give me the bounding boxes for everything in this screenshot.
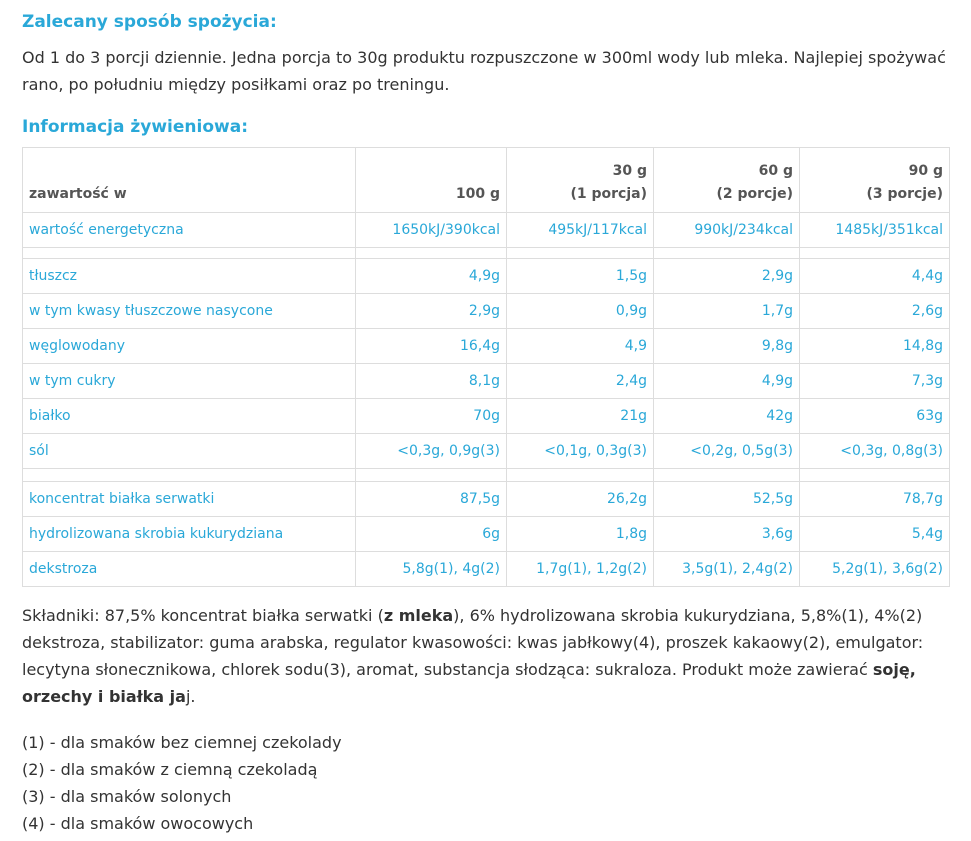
table-row — [23, 213, 950, 248]
cell-value: 7,3g — [800, 364, 950, 399]
cell-value: 21g — [507, 399, 654, 434]
cell-value: <0,3g, 0,9g(3) — [356, 434, 507, 469]
table-row — [23, 329, 950, 364]
row-label: w tym kwasy tłuszczowe nasycone — [23, 294, 356, 329]
cell-value: 5,2g(1), 3,6g(2) — [800, 552, 950, 587]
row-label: hydrolizowana skrobia kukurydziana — [23, 517, 356, 552]
row-label: węglowodany — [23, 329, 356, 364]
nutrition-heading: Informacja żywieniowa: — [22, 117, 248, 137]
cell-value: 3,5g(1), 2,4g(2) — [654, 552, 800, 587]
cell-value: 4,9g — [356, 259, 507, 294]
cell-value: 2,6g — [800, 294, 950, 329]
table-row — [23, 482, 950, 517]
cell-value: 2,9g — [654, 259, 800, 294]
cell-value: 63g — [800, 399, 950, 434]
cell-value: 42g — [654, 399, 800, 434]
table-row — [23, 517, 950, 552]
row-label: wartość energetyczna — [23, 213, 356, 248]
table-row — [23, 294, 950, 329]
cell-value: 70g — [356, 399, 507, 434]
cell-value: 2,9g — [356, 294, 507, 329]
cell-value: 0,9g — [507, 294, 654, 329]
cell-value: 4,9g — [654, 364, 800, 399]
cell-value: 9,8g — [654, 329, 800, 364]
cell-value: 5,8g(1), 4g(2) — [356, 552, 507, 587]
cell-value: 16,4g — [356, 329, 507, 364]
cell-value: 52,5g — [654, 482, 800, 517]
spacer-row — [23, 469, 950, 482]
row-label: sól — [23, 434, 356, 469]
cell-value: 4,4g — [800, 259, 950, 294]
nutrition-table — [22, 147, 950, 587]
cell-value: 26,2g — [507, 482, 654, 517]
allergen-milk: z mleka — [383, 606, 454, 625]
footnote-item: (1) - dla smaków bez ciemnej czekolady — [22, 733, 342, 752]
table-row — [23, 399, 950, 434]
footnotes-list — [22, 729, 342, 837]
cell-value: 1,8g — [507, 517, 654, 552]
row-label: tłuszcz — [23, 259, 356, 294]
table-row — [23, 434, 950, 469]
cell-value: 14,8g — [800, 329, 950, 364]
cell-value: 3,6g — [654, 517, 800, 552]
header-60g: 60 g (2 porcje) — [654, 148, 800, 213]
cell-value: 87,5g — [356, 482, 507, 517]
cell-value: 495kJ/117kcal — [507, 213, 654, 248]
cell-value: 1,5g — [507, 259, 654, 294]
cell-value: 4,9 — [507, 329, 654, 364]
cell-value: 1650kJ/390kcal — [356, 213, 507, 248]
header-label: zawartość w — [23, 148, 356, 213]
usage-heading: Zalecany sposób spożycia: — [22, 12, 277, 32]
cell-value: 2,4g — [507, 364, 654, 399]
table-row — [23, 259, 950, 294]
cell-value: <0,3g, 0,8g(3) — [800, 434, 950, 469]
footnote-item: (3) - dla smaków solonych — [22, 787, 232, 806]
row-label: białko — [23, 399, 356, 434]
usage-text: Od 1 do 3 porcji dziennie. Jedna porcja to 30g produktu rozpuszczone w 300ml wody lub mleka. Najlepiej spożywać rano, po południu między posiłkami oraz po treningu. — [22, 48, 946, 94]
footnote-item: (2) - dla smaków z ciemną czekoladą — [22, 760, 318, 779]
cell-value: 990kJ/234kcal — [654, 213, 800, 248]
cell-value: 78,7g — [800, 482, 950, 517]
footnote-item: (4) - dla smaków owocowych — [22, 814, 254, 833]
cell-value: 8,1g — [356, 364, 507, 399]
cell-value: 1485kJ/351kcal — [800, 213, 950, 248]
spacer-row — [23, 248, 950, 259]
cell-value: 1,7g — [654, 294, 800, 329]
row-label: w tym cukry — [23, 364, 356, 399]
header-100g: 100 g — [356, 148, 507, 213]
table-header-row — [23, 148, 950, 213]
ingredients-text: Składniki: 87,5% koncentrat białka serwatki (z mleka), 6% hydrolizowana skrobia kukurydziana, 5,8%(1), 4%(2) dekstroza, stabilizator: guma arabska, regulator kwasowości: kwas jabłkowy(4), proszek kakaowy(2), emulgator: lecytyna słonecznikowa, chlorek sodu(3), aromat, substancja słodząca: sukraloza. Produkt może zawierać soję, orzechy i białka jaj. — [22, 606, 924, 706]
header-30g: 30 g (1 porcja) — [507, 148, 654, 213]
cell-value: 5,4g — [800, 517, 950, 552]
header-90g: 90 g (3 porcje) — [800, 148, 950, 213]
cell-value: <0,2g, 0,5g(3) — [654, 434, 800, 469]
row-label: koncentrat białka serwatki — [23, 482, 356, 517]
table-row — [23, 552, 950, 587]
cell-value: 6g — [356, 517, 507, 552]
cell-value: 1,7g(1), 1,2g(2) — [507, 552, 654, 587]
allergen-warning: soję, orzechy i białka ja — [22, 660, 916, 706]
cell-value: <0,1g, 0,3g(3) — [507, 434, 654, 469]
row-label: dekstroza — [23, 552, 356, 587]
table-row — [23, 364, 950, 399]
